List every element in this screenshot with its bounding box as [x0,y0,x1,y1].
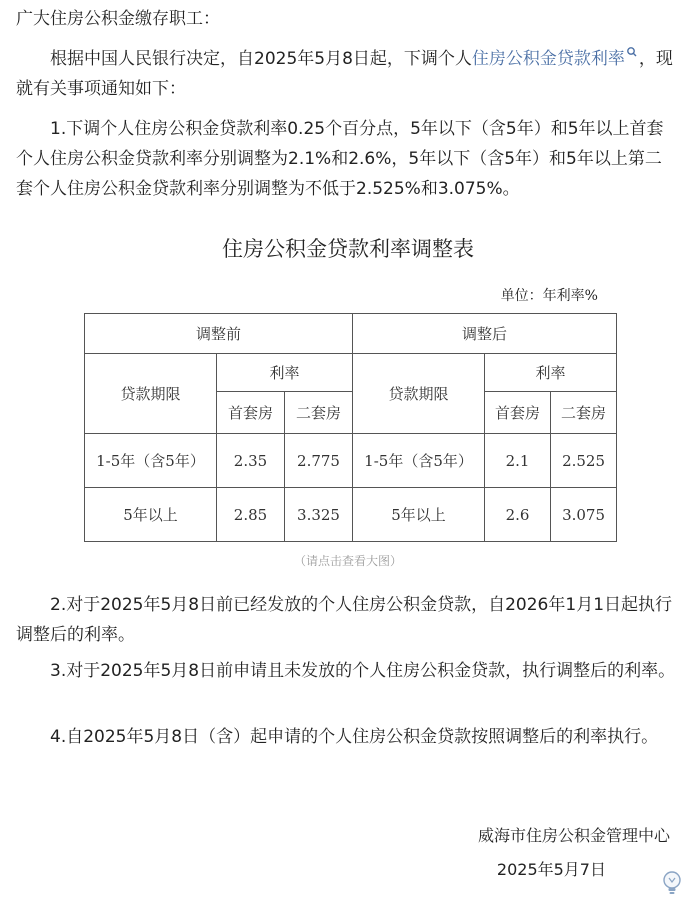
rate-cell: 3.075 [551,488,617,542]
header-rate-after: 利率 [485,354,617,392]
term-cell: 1-5年（含5年） [353,434,485,488]
rate-keyword-link-text: 住房公积金贷款利率 [471,49,625,69]
header-term-before: 贷款期限 [85,354,217,434]
intro-text-before: 根据中国人民银行决定，自2025年5月8日起，下调个人 [50,49,472,69]
issuer-name: 威海市住房公积金管理中心 [477,826,670,845]
rate-cell: 2.35 [217,434,285,488]
item-4-paragraph: 4.自2025年5月8日（含）起申请的个人住房公积金贷款按照调整后的利率执行。 [50,727,659,747]
rate-cell: 2.6 [485,488,551,542]
table-unit: 单位：年利率% [500,288,598,304]
item-3-paragraph: 3.对于2025年5月8日前申请且未发放的个人住房公积金贷款，执行调整后的利率。 [50,661,676,681]
lightbulb-icon[interactable] [660,870,684,896]
term-cell: 1-5年（含5年） [85,434,217,488]
table-row [85,434,617,488]
rate-cell: 2.1 [485,434,551,488]
header-first-home-before: 首套房 [217,392,285,434]
header-second-home-before: 二套房 [285,392,353,434]
header-term-after: 贷款期限 [353,354,485,434]
header-first-home-after: 首套房 [485,392,551,434]
item-1-paragraph: 1.下调个人住房公积金贷款利率0.25个百分点，5年以下（含5年）和5年以上首套个人住房公积金贷款利率分别调整为2.1%和2.6%，5年以下（含5年）和5年以上第二套个人住房公积金贷款利率分别调整为不低于2.525%和3.075%。 [16,119,664,199]
intro-text-after: ，现就有关事项通知如下： [16,49,673,99]
view-large-image-hint[interactable]: （请点击查看大图） [293,554,402,568]
header-after-adjustment: 调整后 [353,314,617,354]
rate-cell: 2.525 [551,434,617,488]
rate-keyword-link[interactable] [472,49,639,69]
header-second-home-after: 二套房 [551,392,617,434]
greeting-line: 广大住房公积金缴存职工： [16,9,220,29]
table-title: 住房公积金贷款利率调整表 [222,237,474,261]
header-before-adjustment: 调整前 [85,314,353,354]
header-rate-before: 利率 [217,354,353,392]
intro-paragraph [16,44,678,104]
term-cell: 5年以上 [85,488,217,542]
rate-cell: 2.775 [285,434,353,488]
rate-adjustment-table [84,313,617,542]
rate-cell: 3.325 [285,488,353,542]
search-icon [625,46,639,62]
table-row [85,488,617,542]
rate-cell: 2.85 [217,488,285,542]
term-cell: 5年以上 [353,488,485,542]
issue-date: 2025年5月7日 [496,860,606,879]
item-2-paragraph: 2.对于2025年5月8日前已经发放的个人住房公积金贷款，自2026年1月1日起执行调整后的利率。 [16,595,673,645]
